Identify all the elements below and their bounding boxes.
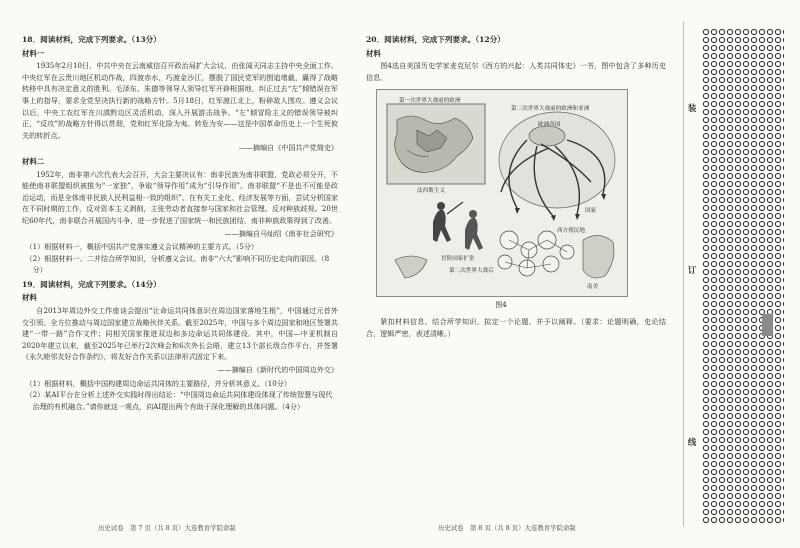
- page-footer-left: 历史试卷 第 7 页（共 8 页）大连教育学院命制: [98, 524, 236, 532]
- q19-material-body: 自2013年周边外交工作座谈会提出“让命运共同体意识在周边国家落地生根”，中国通过元首外交引领、全方位推动与周边国家建立战略伙伴关系。截至2025年，中国与多个周边国家和地区签署共建“一带一路”合作文件；同相关国家推进双边和多边命运共同体建设。其中，中国—中亚机制自2020年建立以来，截至2025年已举行2次峰会和6次外长会晤，建立13个部长级合作平台，并签署《永久睦邻友好合作条约》，将友好合作关系以法律形式固定下来。: [22, 306, 338, 362]
- scrollbar-thumb[interactable]: [762, 314, 773, 336]
- q18-sub2: （2）根据材料一、二并结合所学知识，分析遵义会议、南非“六大”影响不同历史走向的原因。（8分）: [25, 253, 330, 275]
- figure-label-center-right: 国家: [585, 208, 597, 215]
- q18-material1-body: 1935年2月10日，中共中央在云南威信召开政治局扩大会议，由张闻天同志主持中央全面工作。中央红军在云贵川地区机动作战，四渡赤水，巧渡金沙江，摆脱了国民党军的围追堵截，赢得了战略转移中具有决定意义的胜利。毛泽东、朱德等领导人领导红军开辟根据地，纠正过去“左”倾错误在军事上的指导，要求全党坚决执行新的战略方针。5月18日，红军渡江北上，粉碎敌人围攻。遵义会议以后，中央工农红军在川滇黔边区灵活机动，深入开展游击战争。“左”倾冒险主义的错误领导被纠正，“反攻”的战略方针得以贯彻，党和红军化险为夷、转危为安——这是中国革命历史上一个生死攸关的转折点。: [22, 61, 338, 140]
- figure-label-bottom-right: 西方殖民地: [557, 228, 585, 235]
- q20-heading: 20．阅读材料，完成下列要求。（12分）: [366, 35, 505, 44]
- q19-material-source: ——摘编自《新时代的中国周边外交》: [217, 365, 338, 375]
- q19-sub1: （1）根据材料，概括中国构建周边命运共同体的主要路径，并分析其意义。（10分）: [25, 378, 291, 388]
- q18-sub1: （1）根据材料一，概括中国共产党落实遵义会议精神的主要方式。（5分）: [25, 242, 259, 252]
- figure-label-bottom-center: 第二次世界大战后: [449, 268, 494, 275]
- q18-material2-body: 1952年，南非第六次代表大会召开，大会主要决议有：南非民族为南非联盟，党政必须分开，不能使南非联盟组织被推为“一家独”，争取“领导作用”成为“引导作用”。南非联盟“不是也不可能是政治运动，而是全体南非民族人民利益相一致的组织”。在有关工业化、经济发展等方面，尝试分析国家在不同时期的工作，反对资本主义剥削，主张劳动者直接参与国家和社会管理。反对种族歧视。20世纪60年代，南非联合开展国内斗争，进一步促进了国家统一和民族团结，南非种族政策得到了改善。: [22, 169, 338, 225]
- q18-material1-source: ——摘编自《中国共产党简史》: [238, 143, 338, 153]
- binding-word-middle: 订: [684, 264, 700, 276]
- q19-sub2: （2）某AI平台在分析上述外交实践时得出结论：“中国周边命运共同体建设体现了传统智慧与现代治理的有机融合。”请你就这一观点，向AI提出两个有助于深化理解的具体问题。（4分）: [25, 390, 333, 411]
- figure-caption: 图4: [495, 301, 507, 310]
- figure-label-bottom-left: 冒险国家扩张: [441, 256, 475, 263]
- figure-label-top-right: 第二次世界大战前的欧洲和亚洲: [511, 106, 590, 113]
- binding-pattern: [702, 28, 784, 524]
- q18-heading: 18．阅读材料，完成下列要求。（13分）: [22, 35, 161, 44]
- q18-material2-title: 材料二: [22, 156, 45, 166]
- figure-label-center: 欧洲各国: [538, 122, 561, 129]
- binding-word-bottom: 线: [684, 436, 700, 448]
- figure-4-drawing: [377, 90, 627, 296]
- right-column: [366, 34, 666, 339]
- q19-material-title: 材料: [22, 293, 37, 303]
- left-column: [22, 34, 338, 412]
- q20-material-body: 图4选自美国历史学家麦克尼尔《西方的兴起：人类共同体史》一书，图中包含了多种历史信息。: [366, 61, 666, 82]
- figure-label-bottom-right-2: 南美: [587, 284, 599, 291]
- q20-prompt: 紧扣材料信息，结合所学知识，拟定一个论题，并予以阐释。（要求：论题明确，史论结合，逻辑严密，表述清晰。）: [366, 316, 666, 338]
- binding-word-top: 装: [684, 102, 700, 114]
- figure-4-illustration: [376, 89, 628, 297]
- q18-material2-source: ——摘编自马灿绍《南非社会研究》: [224, 228, 338, 238]
- figure-label-fascist: 法西斯主义: [417, 188, 445, 195]
- page-footer-right: 历史试卷 第 8 页（共 8 页）大连教育学院命制: [438, 524, 576, 532]
- figure-label-top-left: 第一次世界大战前的欧洲: [399, 98, 461, 105]
- q18-material1-title: 材料一: [22, 48, 45, 58]
- q19-heading: 19．阅读材料，完成下列要求。（14分）: [22, 279, 161, 289]
- q20-material-title: 材料: [366, 48, 381, 58]
